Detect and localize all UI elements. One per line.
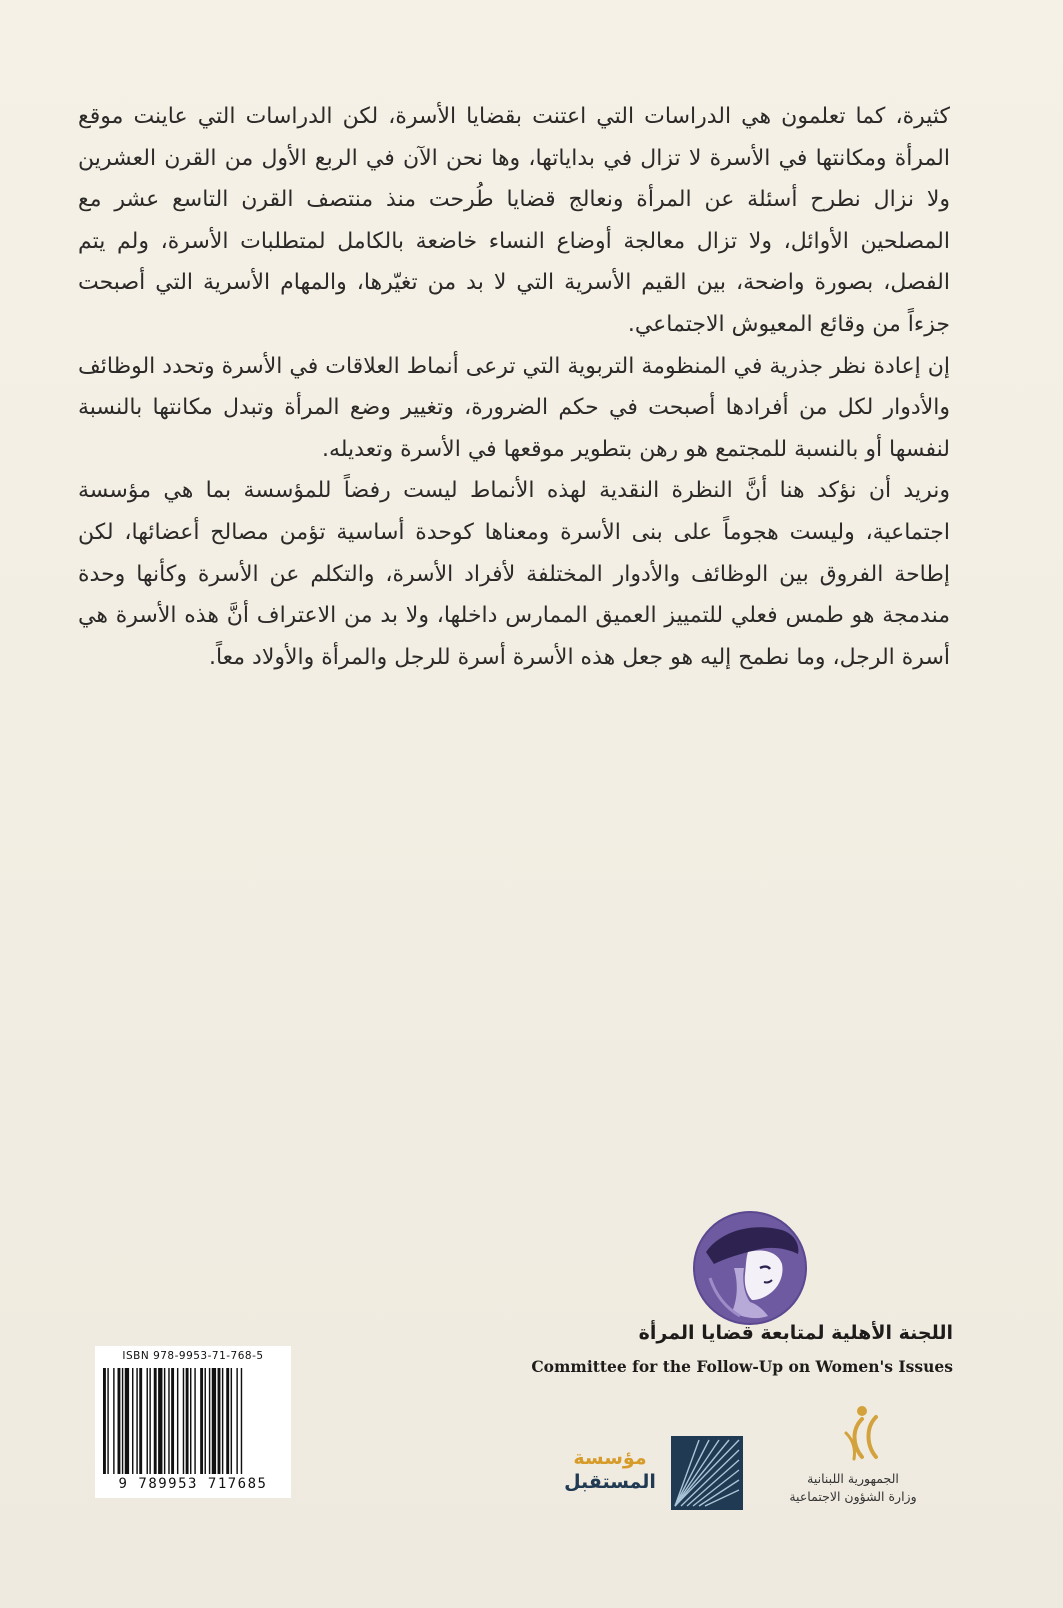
- paragraph-1: كثيرة، كما تعلمون هي الدراسات التي اعتنت بقضايا الأسرة، لكن الدراسات التي عاينت موقع المرأة ومكانتها في الأسرة لا تزال في بداياتها، وها نحن الآن في الربع الأول من القرن العشرين ولا نزال نطرح أسئلة عن المرأة ونعالج قضايا طُرحت منذ منتصف القرن التاسع عشر مع المصلحين الأوائل، ولا تزال معالجة أوضاع النساء خاضعة بالكامل لمتطلبات الأسرة، ولم يتم الفصل، بصورة واضحة، بين القيم الأسرية التي لا بد من تغيّرها، والمهام الأسرية التي أصبحت جزءاً من وقائع المعيوش الاجتماعي.: [78, 104, 950, 337]
- paragraph-2: إن إعادة نظر جذرية في المنظومة التربوية التي ترعى أنماط العلاقات في الأسرة وتحدد الوظائف والأدوار لكل من أفرادها أصبحت في حكم الضرورة، وتغيير وضع المرأة وتبدل مكانتها بالنسبة لنفسها أو بالنسبة للمجتمع هو رهن بتطوير موقعها في الأسرة وتعديله.: [78, 353, 950, 462]
- ministry-name: [753, 1470, 953, 1506]
- committee-name-english: Committee for the Follow-Up on Women's Issues: [531, 1357, 953, 1376]
- isbn-barcode: [95, 1346, 291, 1498]
- back-cover-text: [78, 96, 950, 678]
- ministry-name-line-1: الجمهورية اللبنانية: [807, 1471, 899, 1486]
- publisher-name: [553, 1446, 667, 1494]
- ministry-name-line-2: وزارة الشؤون الاجتماعية: [789, 1489, 917, 1504]
- ministry-logo-icon: [832, 1403, 902, 1465]
- barcode-icon: [101, 1368, 285, 1476]
- publisher-name-line-2: المستقبل: [564, 1471, 656, 1493]
- paragraph-3: ونريد أن نؤكد هنا أنَّ النظرة النقدية لهذه الأنماط ليست رفضاً للمؤسسة بما هي مؤسسة اجتماعية، وليست هجوماً على بنى الأسرة ومعناها كوحدة أساسية تؤمن مصالح أعضائها، لكن إطاحة الفروق بين الوظائف والأدوار المختلفة لأفراد الأسرة، والتكلم عن الأسرة وكأنها وحدة مندمجة هو طمس فعلي للتمييز العميق الممارس داخلها، ولا بد من الاعتراف أنَّ هذه الأسرة هي أسرة الرجل، وما نطمح إليه هو جعل هذه الأسرة أسرة للرجل والمرأة والأولاد معاً.: [78, 478, 950, 670]
- committee-name-arabic: اللجنة الأهلية لمتابعة قضايا المرأة: [638, 1322, 953, 1344]
- publisher-name-line-1: مؤسسة: [573, 1447, 647, 1469]
- isbn-digits: 9 789953 717685: [118, 1476, 268, 1492]
- isbn-label: ISBN 978-9953-71-768-5: [122, 1350, 264, 1362]
- committee-logo-icon: [690, 1208, 810, 1328]
